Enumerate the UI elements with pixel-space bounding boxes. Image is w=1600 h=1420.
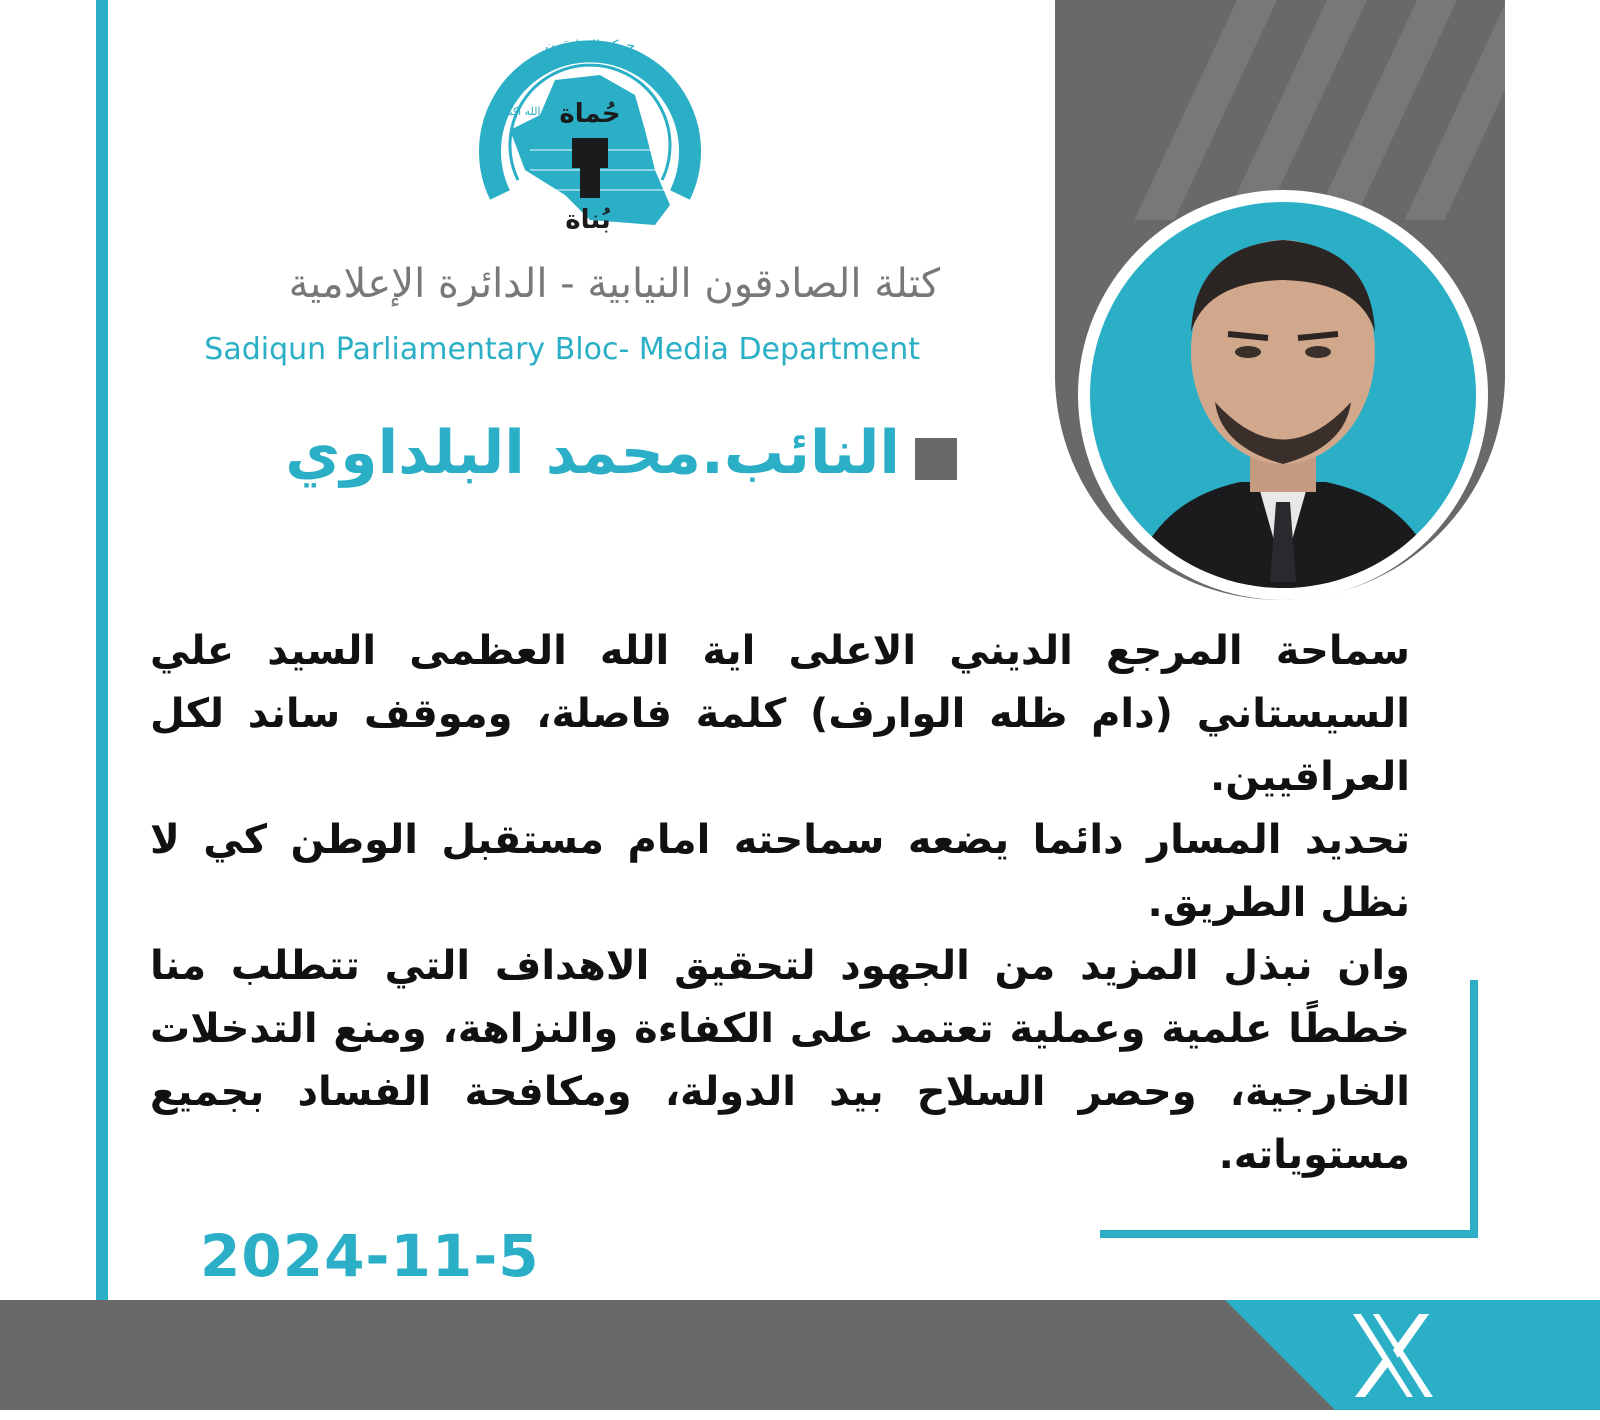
org-name-arabic: كتلة الصادقون النيابية - الدائرة الإعلامية xyxy=(288,261,940,307)
title-marker xyxy=(915,438,957,480)
left-accent-stripe xyxy=(96,0,108,1300)
speaker-photo xyxy=(1090,202,1476,588)
logo-top-text: حركة الصادقون xyxy=(544,38,636,54)
logo xyxy=(470,20,710,250)
speaker-title: النائب.محمد البلداوي xyxy=(285,418,900,488)
x-icon[interactable] xyxy=(1345,1308,1440,1403)
org-name-english: Sadiqun Parliamentary Bloc- Media Department xyxy=(204,332,920,367)
date: 2024-11-5 xyxy=(200,1222,540,1290)
logo-title-top: حُماة xyxy=(559,99,621,129)
statement-paragraph: تحديد المسار دائما يضعه سماحته امام مستقبل الوطن كي لا نظل الطريق. xyxy=(150,817,1410,926)
logo-side-text: الله اكبر xyxy=(503,105,541,118)
statement-body xyxy=(150,620,1410,1187)
statement-paragraph: وان نبذل المزيد من الجهود لتحقيق الاهداف التي تتطلب منا خططًا علمية وعملية تعتمد على الكفاءة والنزاهة، ومنع التدخلات الخارجية، وحصر السلاح بيد الدولة، ومكافحة الفساد بجميع مستوياته. xyxy=(150,943,1410,1178)
statement-paragraph: سماحة المرجع الديني الاعلى اية الله العظمى السيد علي السيستاني (دام ظله الوارف) كلمة فاصلة، وموقف ساند لكل العراقيين. xyxy=(150,628,1410,800)
logo-title-bottom: بُناة xyxy=(565,205,611,235)
